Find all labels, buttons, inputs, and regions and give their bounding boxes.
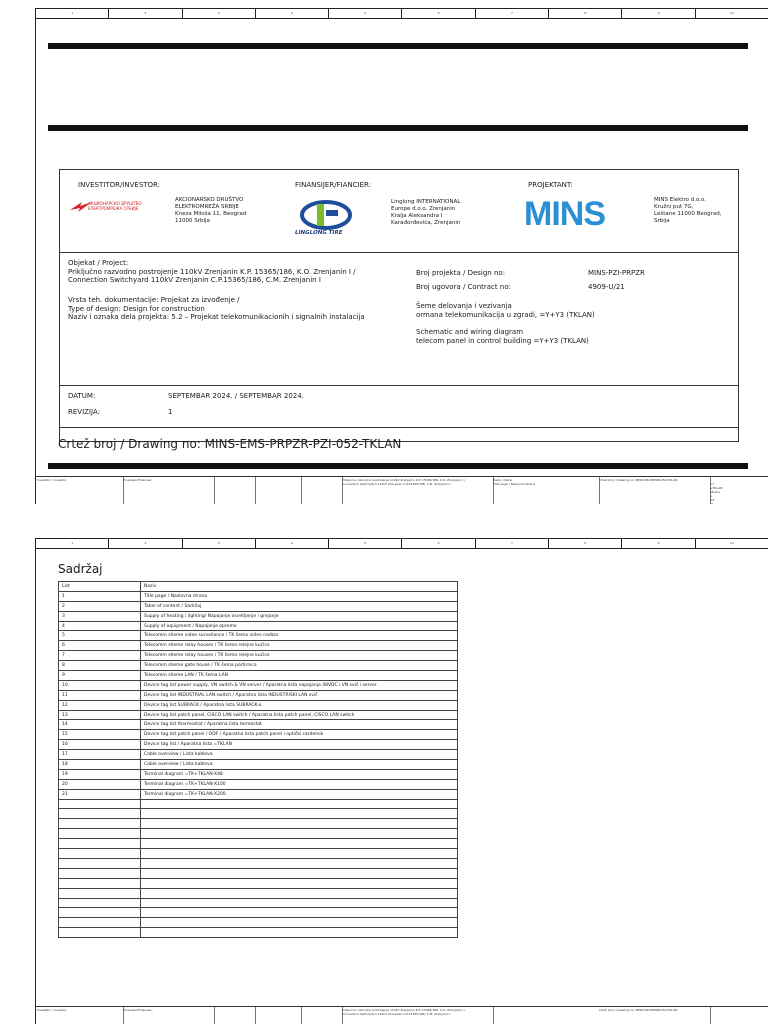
toc-row [59, 651, 458, 661]
tb-total-value: 21 [710, 502, 714, 504]
toc-empty-row [59, 898, 458, 908]
toc-sheet-title: Telecomm sheme video surveilance / TK šema video nadzor [141, 631, 458, 641]
toc-table [58, 581, 458, 938]
toc-sheet-number: 14 [59, 720, 141, 730]
tb-sheet-title: Naziv crteža: Title page / Naslovna strana [492, 477, 600, 504]
thick-rule [48, 125, 748, 131]
toc-sheet-title: Telecomm sheme relay houses / TK šema relejne kućice [141, 651, 458, 661]
object-text: Objekat / Project: Priključno razvodno postrojenje 110kV Zrenjanin K.P. 15365/186, K.O. Zrenjanin I / Connection Switchyard 110kV Zrenjanin C.P.15365/186, C.M. Zrenjanin I [68, 259, 356, 284]
toc-sheet-title: Telecomm sheme gate house / TK šema portirnica [141, 661, 458, 671]
tb-drawing-no: Crtež broj / Drawing no: MINS-PZI-PRPZR-052-TKLAN [598, 477, 711, 504]
revision-label: REVIZIJA: [68, 408, 100, 416]
toc-sheet-number: 4 [59, 621, 141, 631]
toc-empty-cell [59, 878, 141, 888]
toc-row [59, 740, 458, 750]
date-label: DATUM: [68, 392, 96, 400]
toc-empty-cell [59, 819, 141, 829]
financier-logo-text: LINGLONG TIRE [295, 230, 343, 236]
tb-cell [213, 477, 256, 504]
toc-empty-row [59, 839, 458, 849]
toc-row [59, 720, 458, 730]
toc-empty-cell [141, 918, 458, 928]
designer-address: MINS Elektro d.o.o. Kružni put 7G, Leštane 11000 Beograd, Srbija [654, 197, 722, 224]
toc-empty-cell [141, 898, 458, 908]
toc-empty-cell [141, 829, 458, 839]
cover-sheet [35, 8, 768, 504]
tb-ref1: =Y [710, 482, 715, 486]
revision-value: 1 [168, 408, 173, 416]
toc-row [59, 730, 458, 740]
toc-sheet-number: 20 [59, 779, 141, 789]
toc-empty-row [59, 868, 458, 878]
ruler-tick: 4 [256, 539, 329, 548]
toc-sheet-number: 9 [59, 671, 141, 681]
toc-sheet-number: 5 [59, 631, 141, 641]
toc-empty-row [59, 858, 458, 868]
toc-empty-cell [59, 908, 141, 918]
tb-page-label: Strana [710, 490, 720, 494]
project-no-value: MINS-PZI-PRPZR [588, 269, 645, 277]
toc-row [59, 779, 458, 789]
toc-sheet-title: Supply of heating i lighting/ Napajanje osvetljenje i grejanje [141, 611, 458, 621]
toc-row [59, 661, 458, 671]
linglong-logo-icon [299, 200, 353, 230]
toc-sheet-title: Title page / Naslovna strana [141, 591, 458, 601]
title-block [36, 1006, 768, 1024]
toc-title: Sadržaj [58, 562, 103, 576]
ruler-tick: 1 [36, 9, 109, 18]
tb-cell [300, 477, 343, 504]
tb-cell [254, 477, 302, 504]
ruler-tick: 4 [256, 9, 329, 18]
toc-row [59, 760, 458, 770]
ruler-tick: 8 [549, 9, 622, 18]
toc-row [59, 631, 458, 641]
tb-cell [213, 1007, 256, 1024]
toc-sheet-number: 8 [59, 661, 141, 671]
toc-sheet-title: Device tag list patch panel, CISCO LAN switch / Aparatna lista patch panel, CISCO LAN switch [141, 710, 458, 720]
toc-col-list: List [59, 582, 141, 592]
ruler-tick: 5 [329, 539, 402, 548]
toc-empty-row [59, 878, 458, 888]
toc-sheet-number: 17 [59, 750, 141, 760]
toc-sheet-number: 1 [59, 591, 141, 601]
toc-sheet-number: 15 [59, 730, 141, 740]
designer-label: PROJEKTANT: [528, 181, 573, 189]
tb-investor: Investitor / Investor: [36, 1007, 124, 1024]
toc-empty-cell [59, 888, 141, 898]
toc-row [59, 710, 458, 720]
ruler-tick: 8 [549, 539, 622, 548]
toc-empty-cell [141, 858, 458, 868]
toc-sheet-number: 12 [59, 700, 141, 710]
ruler-tick: 10 [696, 9, 768, 18]
toc-empty-cell [141, 849, 458, 859]
financier-logo [295, 200, 357, 240]
toc-row [59, 641, 458, 651]
thick-rule [48, 463, 748, 469]
tb-investor: Investitor / Investor: [36, 477, 124, 504]
top-ruler [36, 538, 768, 549]
divider [60, 252, 738, 253]
toc-sheet-title: Device tag list patch panel / ODF / Aparatna lista patch panel i optički razdelnik [141, 730, 458, 740]
ruler-tick: 5 [329, 9, 402, 18]
toc-empty-row [59, 819, 458, 829]
toc-sheet-title: Telecomm sheme relay houses / TK šema relejne kućice [141, 641, 458, 651]
toc-row [59, 690, 458, 700]
scheme-en: Schematic and wiring diagram telecom panel in control building =Y+Y3 (TKLAN) [416, 328, 589, 345]
toc-row [59, 700, 458, 710]
tb-ref [709, 477, 768, 504]
ruler-tick: 6 [402, 539, 475, 548]
toc-empty-row [59, 888, 458, 898]
toc-sheet-title: Tabel of content / Sadržaj [141, 601, 458, 611]
toc-sheet-number: 6 [59, 641, 141, 651]
divider [60, 385, 738, 386]
toc-row [59, 591, 458, 601]
toc-sheet-title: Terminal diagram =TK+TKLAN-X48 [141, 769, 458, 779]
divider [60, 427, 738, 428]
toc-empty-cell [141, 799, 458, 809]
toc-empty-cell [141, 809, 458, 819]
toc-empty-cell [141, 839, 458, 849]
ruler-tick: 9 [622, 9, 695, 18]
ruler-tick: 9 [622, 539, 695, 548]
toc-empty-row [59, 829, 458, 839]
toc-empty-cell [59, 868, 141, 878]
toc-empty-row [59, 849, 458, 859]
toc-sheet-title: Terminal diagram =TK+TKLAN-X200 [141, 789, 458, 799]
toc-sheet-number: 18 [59, 760, 141, 770]
toc-row [59, 621, 458, 631]
toc-empty-cell [59, 918, 141, 928]
investor-address: AKCIONARSKO DRUŠTVO ELEKTROMREŽA SRBIJE Kneza Miloša 11, Beograd 11000 Srbija [175, 197, 247, 224]
tb-cell [300, 1007, 343, 1024]
investor-logo-text: АКЦИОНАРСКО ДРУШТВО ЕЛЕКТРОМРЕЖА СРБИЈЕ [88, 201, 142, 211]
toc-row [59, 671, 458, 681]
tb-financier: Finansijer/Finansier: [122, 1007, 215, 1024]
toc-sheet-number: 10 [59, 680, 141, 690]
title-block [36, 476, 768, 504]
toc-empty-row [59, 928, 458, 938]
toc-empty-cell [141, 908, 458, 918]
tb-financier: Finansijer/Finansier: [122, 477, 215, 504]
toc-sheet-number: 2 [59, 601, 141, 611]
ruler-tick: 2 [109, 539, 182, 548]
toc-row [59, 769, 458, 779]
tb-cell [254, 1007, 302, 1024]
toc-empty-cell [59, 849, 141, 859]
mins-logo: MINS [524, 195, 605, 233]
project-no-label: Broj projekta / Design no: [416, 269, 506, 277]
toc-row [59, 789, 458, 799]
ruler-tick: 6 [402, 9, 475, 18]
toc-sheet-number: 3 [59, 611, 141, 621]
investor-label: INVESTITOR/INVESTOR: [78, 181, 161, 189]
drawing-number: Crtež broj / Drawing no: MINS-EMS-PRPZR-PZI-052-TKLAN [58, 437, 402, 451]
toc-sheet-title: Cable overview / Lista kablova [141, 750, 458, 760]
toc-empty-cell [59, 799, 141, 809]
tb-page-value: 1 [710, 494, 712, 498]
contract-no-label: Broj ugovora / Contract no: [416, 283, 511, 291]
contract-no-value: 4909-U/21 [588, 283, 625, 291]
financier-label: FINANSIJER/FIANCIER: [295, 181, 372, 189]
toc-sheet-title: Terminal diagram =TK+TKLAN-X100 [141, 779, 458, 789]
toc-empty-row [59, 799, 458, 809]
scheme-sr: Šeme delovanja i vezivanja ormana telekomunikacija u zgradi, =Y+Y3 (TKLAN) [416, 302, 595, 319]
ruler-tick: 3 [183, 539, 256, 548]
toc-empty-cell [141, 888, 458, 898]
ruler-tick: 3 [183, 9, 256, 18]
toc-sheet-title: Device tag list power supply, VN switch & VN server / Aparatna lista napajanja 48VDC i VN svič i server [141, 680, 458, 690]
toc-empty-cell [141, 868, 458, 878]
ruler-tick: 10 [696, 539, 768, 548]
toc-empty-cell [59, 858, 141, 868]
toc-empty-row [59, 918, 458, 928]
toc-empty-cell [141, 928, 458, 938]
toc-row [59, 601, 458, 611]
toc-sheet [35, 538, 768, 1024]
toc-empty-cell [59, 829, 141, 839]
toc-sheet-title: Device tag list thermostat / Aparatna lista termostat [141, 720, 458, 730]
toc-empty-cell [59, 928, 141, 938]
toc-sheet-number: 7 [59, 651, 141, 661]
toc-sheet-number: 16 [59, 740, 141, 750]
toc-sheet-title: Device tag list SUBRACK / Aparatna lista SUBRACK-a [141, 700, 458, 710]
toc-sheet-title: Telecomm sheme LAN / TK šema LAN [141, 671, 458, 681]
toc-sheet-number: 19 [59, 769, 141, 779]
toc-sheet-title: Device tag list / Aparatna lista =TKLAN [141, 740, 458, 750]
date-value: SEPTEMBAR 2024. / SEPTEMBAR 2024. [168, 392, 304, 400]
tb-total-label: Od [710, 498, 715, 502]
ruler-tick: 7 [476, 539, 549, 548]
toc-sheet-title: Device tag list INDUSTRIAL LAN switch / Aparatna lista INDUSTRISKI LAN svič [141, 690, 458, 700]
thick-rule [48, 43, 748, 49]
doc-type-text: Vrsta teh. dokumentacije: Projekat za izvođenje / Type of design: Design for construction Naziv i oznaka dela projekta: 5.2 – Projekat telekomunikacionih i signalnih instalacija [68, 296, 365, 321]
toc-empty-cell [59, 898, 141, 908]
toc-sheet-title: Supply of equipment / Napajanje opreme [141, 621, 458, 631]
toc-sheet-number: 11 [59, 690, 141, 700]
toc-empty-cell [141, 878, 458, 888]
cover-frame [59, 169, 739, 442]
toc-header-row [59, 582, 458, 592]
tb-project: Priključno razvodno postrojenje 110kV Zrenjanin K.P. 15365/186, K.O. Zrenjanin I / Connection Switchyard 110kV Zrenjanin C.P.15365/186, C.M. Zrenjanin I [341, 477, 494, 504]
toc-row [59, 611, 458, 621]
toc-sheet-number: 13 [59, 710, 141, 720]
toc-sheet-title: Cable overview / Lista kablova [141, 760, 458, 770]
toc-sheet-number: 21 [59, 789, 141, 799]
toc-empty-cell [141, 819, 458, 829]
ruler-tick: 2 [109, 9, 182, 18]
toc-empty-cell [59, 839, 141, 849]
toc-empty-row [59, 809, 458, 819]
financier-address: Linglong INTERNATIONAL Europe d.o.o. Zrenjanin Kralja Aleksandra I Karađorđevića, Zrenjanin [391, 199, 461, 226]
tb-ref2: +TKLAN [710, 486, 723, 490]
tb-project: Priključno razvodno postrojenje 110kV Zrenjanin K.P. 15365/186, K.O. Zrenjanin I / Connection Switchyard 110kV Zrenjanin C.P.15365/186, C.M. Zrenjanin I [341, 1007, 494, 1024]
investor-logo [68, 198, 146, 222]
toc-row [59, 680, 458, 690]
toc-row [59, 750, 458, 760]
tb-drawing-no: Crtež broj / Drawing no: MINS-PZI-PRPZR-052-TKLAN [598, 1007, 711, 1024]
ruler-tick: 1 [36, 539, 109, 548]
toc-empty-cell [59, 809, 141, 819]
toc-col-name: Naziv [141, 582, 458, 592]
ruler-tick: 7 [476, 9, 549, 18]
top-ruler [36, 8, 768, 19]
toc-empty-row [59, 908, 458, 918]
